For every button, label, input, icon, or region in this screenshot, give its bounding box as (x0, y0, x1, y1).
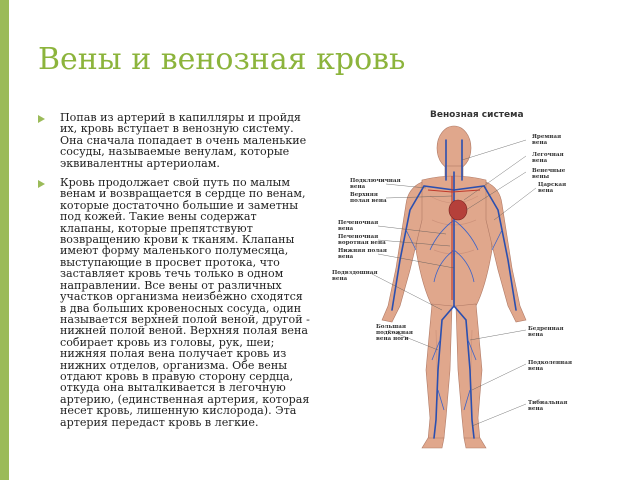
label-pulmonary-vein: Легочная вена (532, 152, 564, 164)
label-hepatic-portal-vein: Печеночная воротная вена (338, 234, 386, 246)
label-iliac-vein: Подвздошная вена (332, 270, 378, 282)
figure-title: Венозная система (430, 110, 524, 120)
label-jugular-vein: Яремная вена (532, 134, 562, 146)
bullet-list (38, 112, 310, 436)
bullet-item (38, 112, 310, 169)
bullet-arrow-icon (38, 115, 45, 123)
right-foot (422, 438, 444, 448)
left-foot (464, 438, 486, 448)
bullet-text: Кровь продолжает свой путь по малым венам и возвращается в сердце по венам, которые достаточно большие и заметны под кожей. Такие вены содержат клапаны, которые препятствуют возвращению крови к тканям. Клапаны имеют форму маленького полумесяца, выступающие в просвет протока, что заставляет кровь течь только в одном направлении. Все вены от различных участков организма неизбежно сходятся в два больших кровеносных сосуда, один называется верхней полой веной, другой - нижней полой веной. Верхняя полая вена собирает кровь из головы, рук, шеи; нижняя полая вена получает кровь из нижних отделов, организма. Обе вены отдают кровь в правую сторону сердца, откуда она выталкивается в легочную артерию, (единственная артерия, которая несет кровь, лишенную кислорода). Эта артерия передаст кровь в легкие. (60, 176, 310, 429)
label-inferior-vena-cava: Нижняя полая вена (338, 248, 387, 260)
label-tibial-vein: Тибиальная вена (528, 400, 568, 412)
venous-system-figure (326, 100, 584, 456)
label-coronary-veins: Венечные вены (532, 168, 566, 180)
heart (449, 200, 467, 220)
bullet-text: Попав из артерий в капилляры и пройдя их, кровь вступает в венозную систему. Она сначала попадает в очень маленькие сосуды, называемые венулам, которые эквивалентны артериолам. (60, 111, 307, 170)
label-hepatic-vein: Печеночная вена (338, 220, 379, 232)
slide-title: Вены и венозная кровь (38, 42, 406, 78)
right-leg (426, 304, 452, 440)
bullet-item (38, 177, 310, 428)
head (437, 126, 471, 170)
left-leg (456, 304, 482, 440)
label-subclavian-vein: Подключичная вена (350, 178, 401, 190)
veins (392, 140, 516, 438)
label-superior-vena-cava: Верхняя полая вена (350, 192, 387, 204)
slide-accent-bar (0, 0, 9, 480)
label-great-saphenous-vein: Большая подкожная вена ноги (376, 324, 413, 342)
label-popliteal-vein: Подколенная вена (528, 360, 572, 372)
label-femoral-vein: Бедренная вена (528, 326, 564, 338)
label-basilic-vein: Царская вена (538, 182, 567, 194)
bullet-arrow-icon (38, 180, 45, 188)
